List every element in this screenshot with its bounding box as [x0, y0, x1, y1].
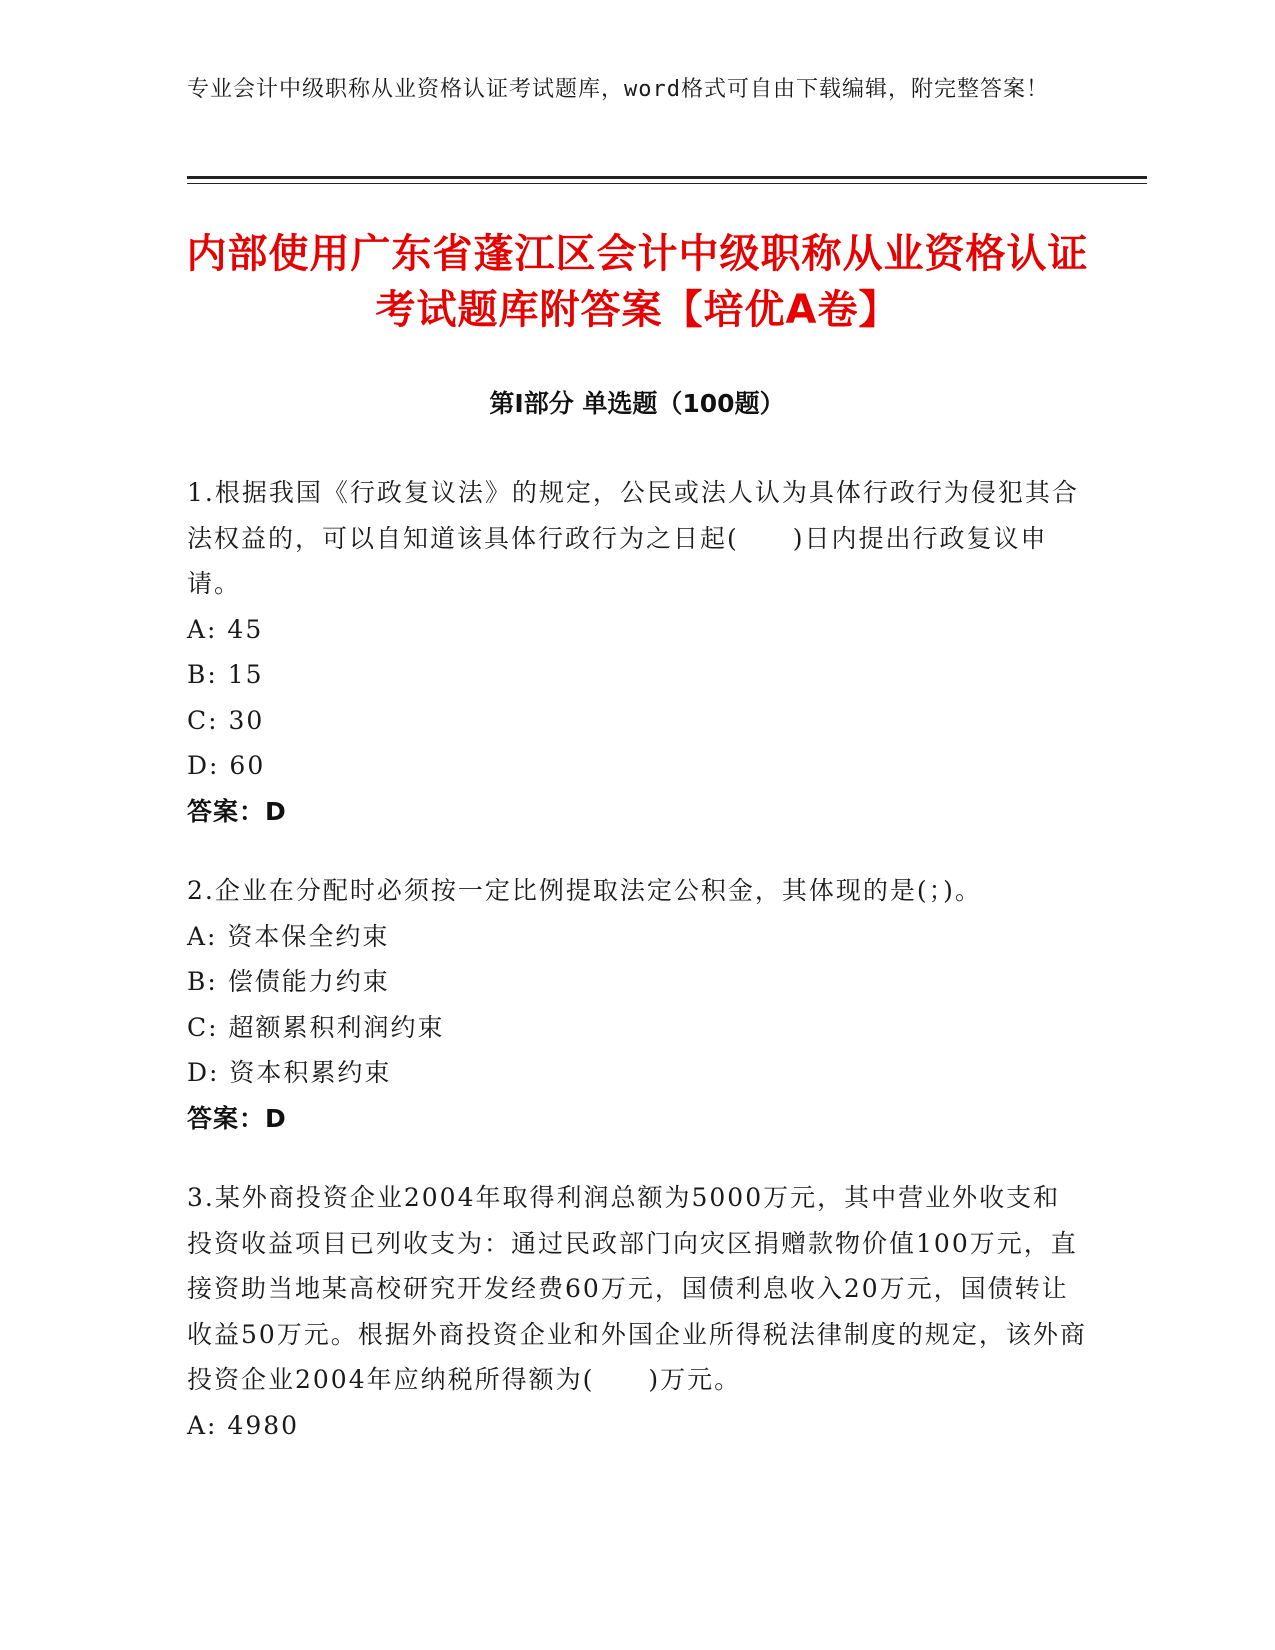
header-divider-thin [187, 183, 1147, 184]
option-b: B: 偿债能力约束 [187, 967, 390, 996]
answer: 答案：D [187, 1103, 287, 1133]
option-c: C: 超额累积利润约束 [187, 1012, 445, 1042]
option-d: D: 60 [187, 751, 266, 780]
question-text: 2.企业在分配时必须按一定比例提取法定公积金，其体现的是(；)。 [187, 876, 982, 905]
option-b: B: 15 [187, 660, 264, 689]
question-3 [187, 1175, 1087, 1448]
header-note: 专业会计中级职称从业资格认证考试题库，word格式可自由下载编辑，附完整答案！ [187, 77, 1049, 102]
question-1 [187, 470, 1087, 834]
question-text: 3.某外商投资企业2004年取得利润总额为5000万元，其中营业外收支和投资收益项目已列收支为：通过民政部门向灾区捐赠款物价值100万元，直接资助当地某高校研究开发经费60万元，国债利息收入20万元，国债转让收益50万元。根据外商投资企业和外国企业所得税法律制度的规定，该外商投资企业2004年应纳税所得额为( )万元。 [187, 1183, 1087, 1394]
question-2 [187, 868, 1087, 1141]
option-a: A: 资本保全约束 [187, 921, 390, 951]
answer: 答案：D [187, 796, 287, 826]
option-a: A: 45 [187, 614, 264, 644]
option-a: A: 4980 [187, 1410, 300, 1440]
document-title: 内部使用广东省蓬江区会计中级职称从业资格认证考试题库附答案【培优A卷】 [186, 231, 1089, 333]
option-d: D: 资本积累约束 [187, 1058, 392, 1087]
question-list [187, 470, 1087, 1482]
header-divider-thick [187, 176, 1147, 179]
section-title: 第I部分 单选题（100题） [489, 389, 785, 418]
option-c: C: 30 [187, 705, 265, 735]
question-text: 1.根据我国《行政复议法》的规定，公民或法人认为具体行政行为侵犯其合法权益的，可以自知道该具体行政行为之日起( )日内提出行政复议申请。 [187, 478, 1079, 598]
